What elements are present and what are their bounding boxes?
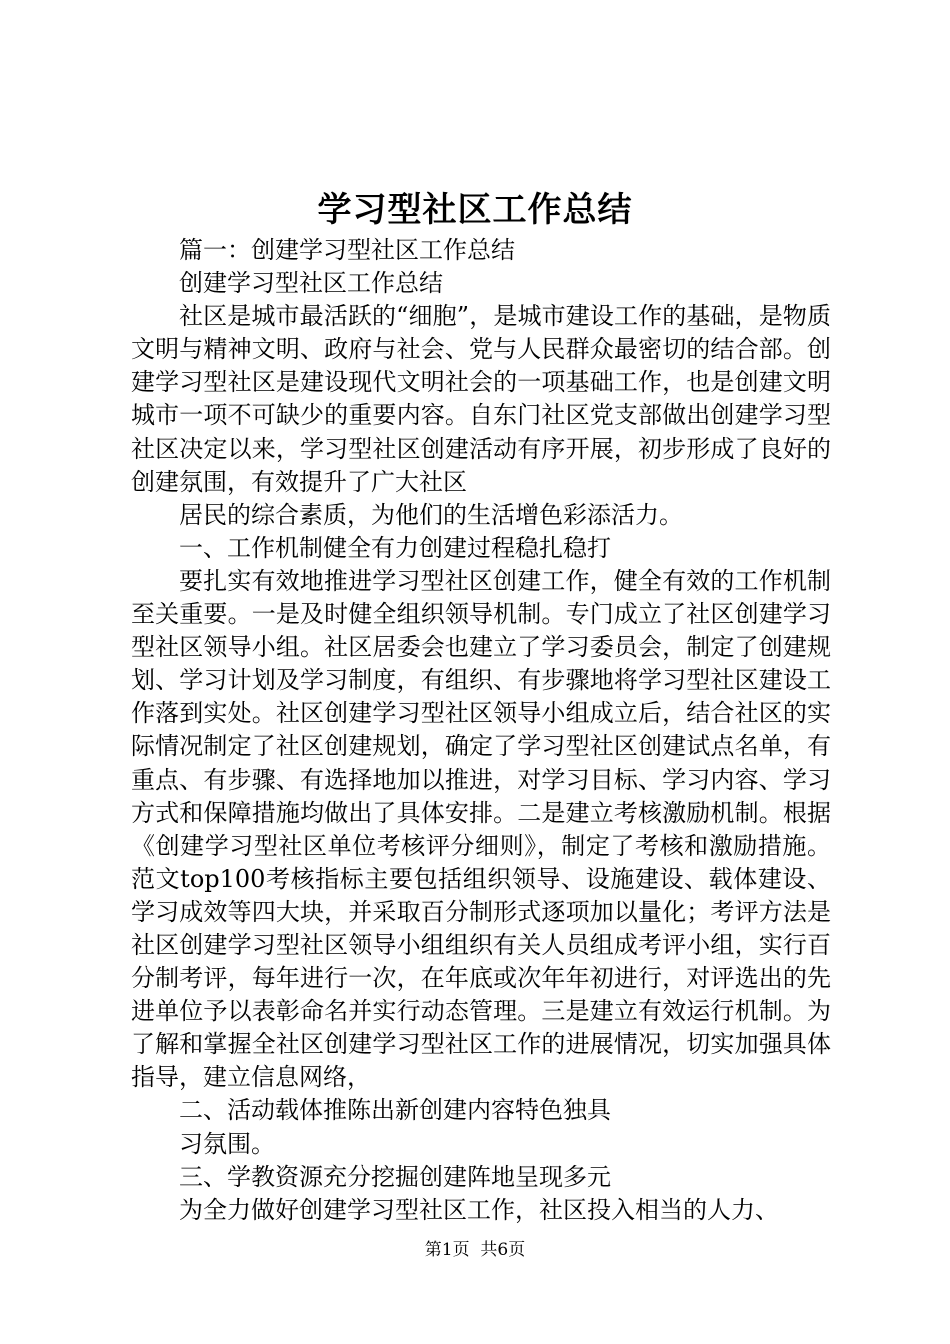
page-number: 第1页 共6页 [424,1240,526,1260]
article-heading: 创建学习型社区工作总结 [179,269,443,298]
section-heading: 篇一：创建学习型社区工作总结 [179,236,515,264]
paragraph: 为全力做好创建学习型社区工作，社区投入相当的人力、 [179,1195,779,1224]
paragraph: 居民的综合素质，为他们的生活增色彩添活力。 [179,500,683,529]
document-title: 学习型社区工作总结 [317,190,633,230]
paragraph: 社区是城市最活跃的“细胞”，是城市建设工作的基础，是物质文明与精神文明、政府与社会、党与人民群众最密切的结合部。创建学习型社区是建设现代文明社会的一项基础工作，也是创建文明城市一项不可缺少的重要内容。自东门社区党支部做出创建学习型社区决定以来，学习型社区创建活动有序开展，初步形成了良好的创建氛围，有效提升了广大社区 [131,302,831,496]
subheading: 一、工作机制健全有力创建过程稳扎稳打 [179,533,611,562]
paragraph: 要扎实有效地推进学习型社区创建工作，健全有效的工作机制至关重要。一是及时健全组织领导机制。专门成立了社区创建学习型社区领导小组。社区居委会也建立了学习委员会，制定了创建规划、学习计划及学习制度，有组织、有步骤地将学习型社区建设工作落到实处。社区创建学习型社区领导小组成立后，结合社区的实际情况制定了社区创建规划，确定了学习型社区创建试点名单，有重点、有步骤、有选择地加以推进，对学习目标、学习内容、学习方式和保障措施均做出了具体安排。二是建立考核激励机制。根据《创建学习型社区单位考核评分细则》，制定了考核和激励措施。范文top100考核指标主要包括组织领导、设施建设、载体建设、学习成效等四大块，并采取百分制形式逐项加以量化；考评方法是社区创建学习型社区领导小组组织有关人员组成考评小组，实行百分制考评，每年进行一次，在年底或次年年初进行，对评选出的先进单位予以表彰命名并实行动态管理。三是建立有效运行机制。为了解和掌握全社区创建学习型社区工作的进展情况，切实加强具体指导，建立信息网络， [131,566,831,1092]
subheading: 二、活动载体推陈出新创建内容特色独具 [179,1096,611,1125]
paragraph: 习氛围。 [179,1129,275,1158]
document-body [131,234,831,1227]
subheading: 三、学教资源充分挖掘创建阵地呈现多元 [179,1162,611,1191]
